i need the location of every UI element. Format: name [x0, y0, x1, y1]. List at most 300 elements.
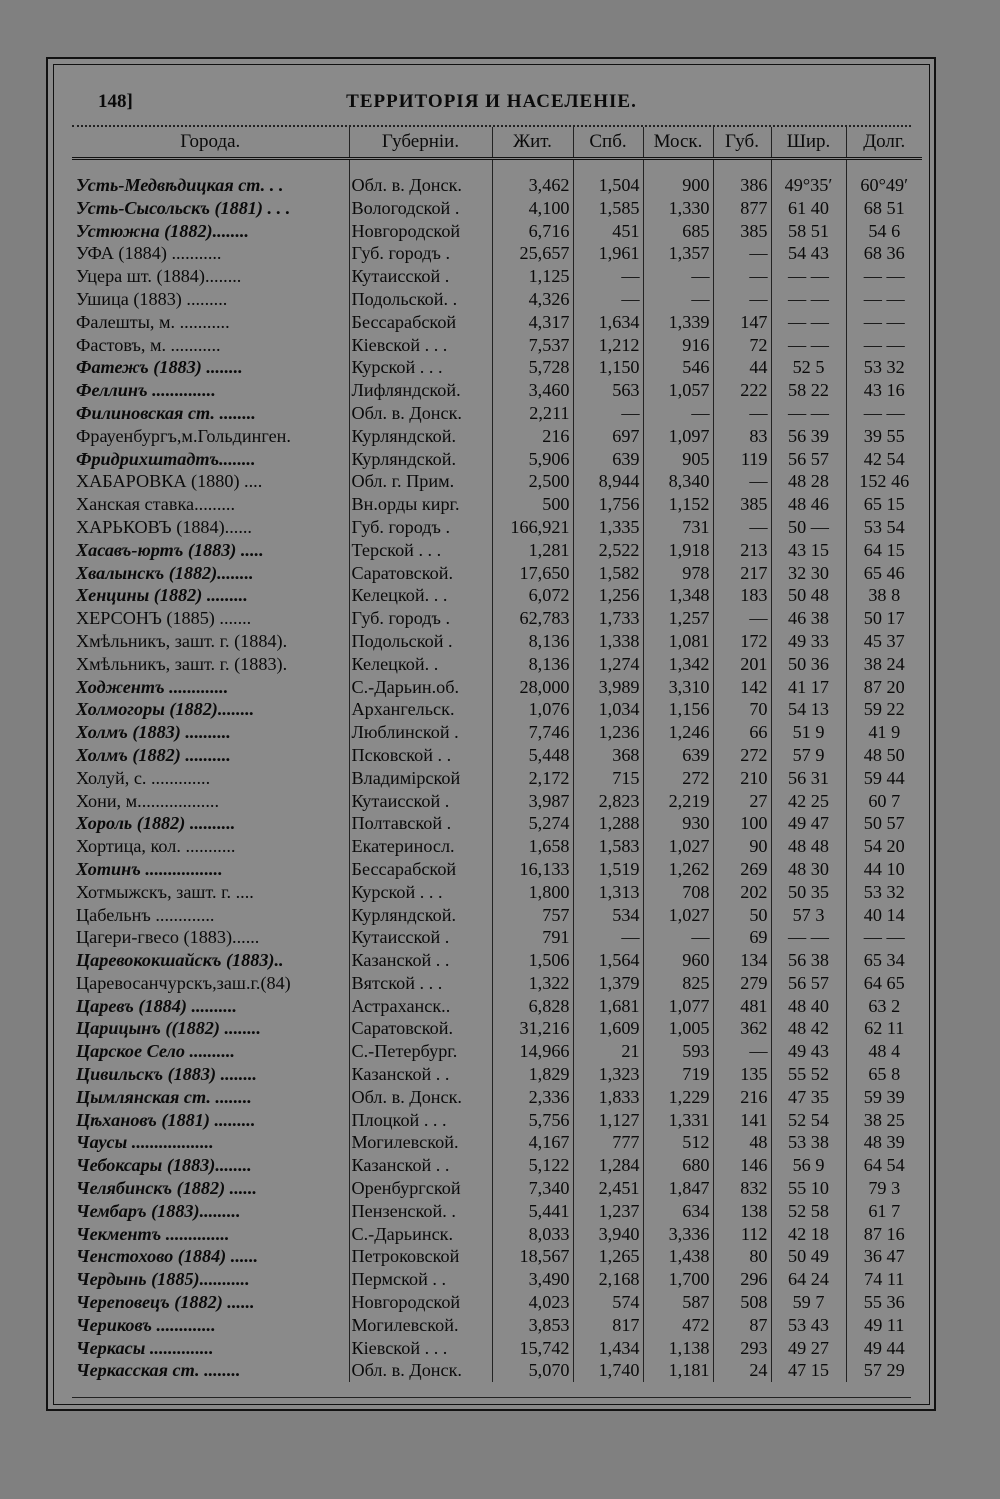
table-cell-city: Хмѣльникъ, зашт. г. (1884).: [76, 630, 288, 651]
table-cell-moscow: 1,339: [643, 311, 713, 334]
table-cell-spb: 1,237: [573, 1200, 643, 1223]
table-cell-spb: 1,582: [573, 562, 643, 585]
table-row: [72, 835, 922, 858]
table-cell-population: 5,448: [492, 744, 573, 767]
table-cell-moscow: 731: [643, 516, 713, 539]
table-row: [72, 1017, 922, 1040]
table-cell-latitude: — —: [771, 402, 846, 425]
table-cell-longitude: 87 20: [846, 676, 922, 699]
table-cell-gubernia: Обл. в. Донск.: [349, 159, 492, 197]
table-cell-moscow: 685: [643, 220, 713, 243]
table-cell-spb: 563: [573, 379, 643, 402]
table-cell-latitude: 54 13: [771, 698, 846, 721]
table-cell-population: 1,281: [492, 539, 573, 562]
table-cell-spb: 1,634: [573, 311, 643, 334]
table-cell-moscow: 639: [643, 744, 713, 767]
table-cell-gub: 269: [713, 858, 771, 881]
table-cell-moscow: 1,438: [643, 1245, 713, 1268]
table-cell-city: Устюжна (1882)........: [76, 220, 249, 241]
table-cell-city: Черкасская ст. ........: [76, 1360, 241, 1381]
table-cell-population: 1,658: [492, 835, 573, 858]
table-cell-moscow: 1,847: [643, 1177, 713, 1200]
table-cell-longitude: 53 32: [846, 881, 922, 904]
table-cell-city: Хмѣльникъ, зашт. г. (1883).: [76, 653, 288, 674]
table-cell-population: 3,460: [492, 379, 573, 402]
table-cell-gub: 138: [713, 1200, 771, 1223]
table-cell-gub: 135: [713, 1063, 771, 1086]
table-cell-longitude: 65 8: [846, 1063, 922, 1086]
table-cell-longitude: — —: [846, 311, 922, 334]
table-cell-latitude: 55 10: [771, 1177, 846, 1200]
table-cell-spb: 1,585: [573, 197, 643, 220]
table-cell-population: 4,100: [492, 197, 573, 220]
table-cell-moscow: 1,027: [643, 904, 713, 927]
table-cell-latitude: 42 18: [771, 1223, 846, 1246]
table-cell-gub: —: [713, 288, 771, 311]
table-cell-latitude: 52 5: [771, 356, 846, 379]
table-cell-longitude: 38 8: [846, 584, 922, 607]
table-cell-gub: 362: [713, 1017, 771, 1040]
table-cell-longitude: 42 54: [846, 448, 922, 471]
table-cell-gubernia: Келецкой. .: [349, 653, 492, 676]
table-cell-latitude: 49 33: [771, 630, 846, 653]
table-row: [72, 1063, 922, 1086]
table-cell-population: 5,756: [492, 1109, 573, 1132]
table-cell-longitude: 74 11: [846, 1268, 922, 1291]
table-cell-population: 3,462: [492, 159, 573, 197]
table-cell-longitude: 36 47: [846, 1245, 922, 1268]
table-cell-moscow: 1,156: [643, 698, 713, 721]
table-cell-population: 166,921: [492, 516, 573, 539]
table-cell-population: 8,136: [492, 630, 573, 653]
table-cell-gubernia: С.-Дарьин.об.: [349, 676, 492, 699]
table-cell-gub: —: [713, 402, 771, 425]
table-cell-spb: —: [573, 926, 643, 949]
table-cell-city: Фастовъ, м. ...........: [76, 334, 221, 355]
table-cell-gub: 24: [713, 1359, 771, 1382]
table-cell-spb: 8,944: [573, 470, 643, 493]
table-cell-city: Цагери-гвесо (1883)......: [76, 927, 260, 948]
table-cell-longitude: 41 9: [846, 721, 922, 744]
table-cell-gub: 222: [713, 379, 771, 402]
table-cell-longitude: — —: [846, 334, 922, 357]
table-cell-moscow: 1,152: [643, 493, 713, 516]
table-row: [72, 767, 922, 790]
table-cell-city: Хасавъ-юртъ (1883) .....: [76, 539, 264, 560]
table-cell-latitude: 46 38: [771, 607, 846, 630]
table-row: [72, 265, 922, 288]
table-cell-longitude: 55 36: [846, 1291, 922, 1314]
table-cell-spb: 2,522: [573, 539, 643, 562]
table-cell-longitude: 65 34: [846, 949, 922, 972]
table-cell-latitude: 49 43: [771, 1040, 846, 1063]
table-row: [72, 1223, 922, 1246]
table-cell-gub: 69: [713, 926, 771, 949]
table-cell-moscow: —: [643, 926, 713, 949]
table-cell-population: 6,828: [492, 995, 573, 1018]
col-header-population: Жит.: [492, 127, 573, 159]
table-cell-population: 4,326: [492, 288, 573, 311]
table-cell-gubernia: Вн.орды кирг.: [349, 493, 492, 516]
table-cell-city: Филиновская ст. ........: [76, 402, 256, 423]
table-row: [72, 584, 922, 607]
table-row: [72, 242, 922, 265]
table-cell-population: 791: [492, 926, 573, 949]
table-row: [72, 470, 922, 493]
table-cell-population: 4,023: [492, 1291, 573, 1314]
table-cell-moscow: 1,097: [643, 425, 713, 448]
table-cell-latitude: 56 39: [771, 425, 846, 448]
table-cell-spb: 3,989: [573, 676, 643, 699]
table-cell-longitude: 38 25: [846, 1109, 922, 1132]
table-cell-longitude: 64 15: [846, 539, 922, 562]
table-cell-moscow: 1,357: [643, 242, 713, 265]
population-table: [72, 127, 922, 1382]
table-cell-spb: 1,274: [573, 653, 643, 676]
table-row: [72, 926, 922, 949]
table-cell-longitude: 54 20: [846, 835, 922, 858]
table-cell-city: Холмъ (1883) ..........: [76, 722, 231, 743]
table-cell-gubernia: Кіевской . . .: [349, 1337, 492, 1360]
table-cell-latitude: 56 57: [771, 972, 846, 995]
table-cell-city: Фалешты, м. ...........: [76, 311, 230, 332]
table-cell-population: 5,122: [492, 1154, 573, 1177]
table-cell-longitude: — —: [846, 926, 922, 949]
table-cell-city: Цабельнъ .............: [76, 904, 215, 925]
table-cell-gub: 50: [713, 904, 771, 927]
table-cell-moscow: 546: [643, 356, 713, 379]
table-cell-latitude: 52 54: [771, 1109, 846, 1132]
table-cell-latitude: 42 25: [771, 790, 846, 813]
table-cell-gubernia: Курляндской.: [349, 448, 492, 471]
table-cell-longitude: 59 22: [846, 698, 922, 721]
table-cell-city: Чекментъ ..............: [76, 1223, 230, 1244]
bottom-rule: [72, 1397, 911, 1398]
table-cell-moscow: 1,077: [643, 995, 713, 1018]
table-cell-latitude: 54 43: [771, 242, 846, 265]
table-cell-gubernia: С.-Петербург.: [349, 1040, 492, 1063]
table-cell-city: Уцера шт. (1884)........: [76, 266, 242, 287]
table-cell-latitude: — —: [771, 311, 846, 334]
table-cell-spb: 1,733: [573, 607, 643, 630]
table-cell-latitude: 57 3: [771, 904, 846, 927]
table-cell-moscow: 1,342: [643, 653, 713, 676]
table-cell-latitude: 49°35′: [771, 159, 846, 197]
table-cell-city: Царицынъ ((1882) ........: [76, 1018, 261, 1039]
table-cell-city: Царевосанчурскъ,заш.г.(84): [76, 972, 291, 993]
table-cell-spb: 1,212: [573, 334, 643, 357]
table-row: [72, 721, 922, 744]
table-cell-moscow: 472: [643, 1314, 713, 1337]
table-cell-spb: 1,434: [573, 1337, 643, 1360]
table-cell-population: 216: [492, 425, 573, 448]
table-cell-gub: —: [713, 470, 771, 493]
table-cell-moscow: 1,181: [643, 1359, 713, 1382]
table-cell-latitude: 50 35: [771, 881, 846, 904]
table-cell-gubernia: Екатериносл.: [349, 835, 492, 858]
table-cell-gub: 293: [713, 1337, 771, 1360]
table-row: [72, 1268, 922, 1291]
col-header-spb: Спб.: [573, 127, 643, 159]
table-cell-gub: 279: [713, 972, 771, 995]
table-cell-latitude: 49 27: [771, 1337, 846, 1360]
table-cell-longitude: 87 16: [846, 1223, 922, 1246]
book-page: [46, 57, 936, 1411]
table-cell-gub: 66: [713, 721, 771, 744]
table-cell-gubernia: Губ. городъ .: [349, 516, 492, 539]
table-cell-spb: 1,564: [573, 949, 643, 972]
table-cell-spb: 1,609: [573, 1017, 643, 1040]
table-row: [72, 607, 922, 630]
table-cell-population: 1,800: [492, 881, 573, 904]
table-cell-population: 2,172: [492, 767, 573, 790]
table-row: [72, 1291, 922, 1314]
table-cell-population: 1,076: [492, 698, 573, 721]
table-cell-moscow: 916: [643, 334, 713, 357]
table-cell-gub: 216: [713, 1086, 771, 1109]
table-cell-moscow: 1,005: [643, 1017, 713, 1040]
table-cell-city: Череповецъ (1882) ......: [76, 1292, 255, 1313]
table-cell-population: 5,728: [492, 356, 573, 379]
table-cell-city: Цивильскъ (1883) ........: [76, 1064, 257, 1085]
table-cell-gub: 134: [713, 949, 771, 972]
table-cell-gub: 272: [713, 744, 771, 767]
table-header-row: [72, 127, 922, 159]
table-cell-gub: 119: [713, 448, 771, 471]
table-cell-city: Царевококшайскъ (1883)..: [76, 950, 284, 971]
table-cell-moscow: 960: [643, 949, 713, 972]
table-cell-gub: —: [713, 1040, 771, 1063]
table-cell-gubernia: Обл. в. Донск.: [349, 1359, 492, 1382]
table-cell-population: 28,000: [492, 676, 573, 699]
page-title: ТЕРРИТОРІЯ И НАСЕЛЕНІЕ.: [346, 91, 637, 112]
table-cell-population: 3,987: [492, 790, 573, 813]
table-cell-moscow: 1,027: [643, 835, 713, 858]
table-cell-gubernia: Кутаисской .: [349, 926, 492, 949]
table-cell-latitude: 48 28: [771, 470, 846, 493]
table-cell-spb: 451: [573, 220, 643, 243]
table-cell-spb: 1,756: [573, 493, 643, 516]
table-cell-longitude: 60°49′: [846, 159, 922, 197]
table-cell-spb: 2,451: [573, 1177, 643, 1200]
table-cell-spb: 1,323: [573, 1063, 643, 1086]
table-cell-latitude: — —: [771, 926, 846, 949]
table-cell-population: 8,136: [492, 653, 573, 676]
table-cell-moscow: 930: [643, 812, 713, 835]
table-cell-population: 2,211: [492, 402, 573, 425]
table-cell-spb: —: [573, 265, 643, 288]
table-cell-gub: 147: [713, 311, 771, 334]
table-cell-city: Чембаръ (1883).........: [76, 1200, 241, 1221]
table-cell-moscow: 2,219: [643, 790, 713, 813]
table-cell-moscow: 1,057: [643, 379, 713, 402]
table-cell-gub: 877: [713, 197, 771, 220]
table-cell-gubernia: Бессарабской: [349, 858, 492, 881]
table-cell-gub: 172: [713, 630, 771, 653]
table-cell-latitude: — —: [771, 265, 846, 288]
table-cell-moscow: 1,229: [643, 1086, 713, 1109]
table-cell-gubernia: Пензенской. .: [349, 1200, 492, 1223]
table-cell-gubernia: Оренбургской: [349, 1177, 492, 1200]
table-cell-longitude: 43 16: [846, 379, 922, 402]
table-cell-longitude: 65 46: [846, 562, 922, 585]
table-cell-population: 1,829: [492, 1063, 573, 1086]
table-cell-moscow: 708: [643, 881, 713, 904]
table-cell-population: 8,033: [492, 1223, 573, 1246]
table-cell-longitude: 79 3: [846, 1177, 922, 1200]
table-cell-moscow: —: [643, 402, 713, 425]
table-cell-latitude: 55 52: [771, 1063, 846, 1086]
table-cell-latitude: 50 49: [771, 1245, 846, 1268]
table-cell-longitude: 64 54: [846, 1154, 922, 1177]
table-cell-gubernia: Петроковской: [349, 1245, 492, 1268]
table-cell-population: 31,216: [492, 1017, 573, 1040]
table-cell-spb: 3,940: [573, 1223, 643, 1246]
table-cell-spb: 1,335: [573, 516, 643, 539]
page-frame: [53, 64, 930, 1405]
table-cell-latitude: 50 36: [771, 653, 846, 676]
table-cell-latitude: 49 47: [771, 812, 846, 835]
table-cell-longitude: 49 44: [846, 1337, 922, 1360]
table-cell-longitude: 62 11: [846, 1017, 922, 1040]
table-cell-longitude: 60 7: [846, 790, 922, 813]
table-cell-city: Чериковъ .............: [76, 1314, 216, 1335]
table-cell-longitude: 63 2: [846, 995, 922, 1018]
table-cell-latitude: 64 24: [771, 1268, 846, 1291]
table-cell-latitude: 47 35: [771, 1086, 846, 1109]
table-row: [72, 1086, 922, 1109]
table-cell-population: 2,336: [492, 1086, 573, 1109]
page-number: 148]: [98, 91, 133, 112]
table-cell-city: Хортица, кол. ...........: [76, 836, 236, 857]
table-cell-latitude: — —: [771, 334, 846, 357]
table-row: [72, 653, 922, 676]
table-cell-population: 3,853: [492, 1314, 573, 1337]
table-cell-gubernia: Вологодской .: [349, 197, 492, 220]
table-cell-population: 5,274: [492, 812, 573, 835]
table-row: [72, 334, 922, 357]
table-cell-city: Царевъ (1884) ..........: [76, 995, 237, 1016]
table-cell-longitude: 50 17: [846, 607, 922, 630]
table-row: [72, 698, 922, 721]
table-row: [72, 1359, 922, 1382]
table-cell-spb: 1,236: [573, 721, 643, 744]
table-cell-city: Ченстохово (1884) ......: [76, 1246, 259, 1267]
table-cell-city: Ханская ставка.........: [76, 494, 236, 515]
table-cell-city: Усть-Медвѣдицкая ст. . .: [76, 175, 284, 195]
col-header-latitude: Шир.: [771, 127, 846, 159]
table-cell-gubernia: Владимірской: [349, 767, 492, 790]
table-cell-latitude: 51 9: [771, 721, 846, 744]
table-cell-gub: 70: [713, 698, 771, 721]
table-cell-spb: —: [573, 402, 643, 425]
table-cell-population: 6,072: [492, 584, 573, 607]
table-row: [72, 220, 922, 243]
table-cell-population: 1,506: [492, 949, 573, 972]
table-cell-latitude: 56 38: [771, 949, 846, 972]
table-cell-longitude: 50 57: [846, 812, 922, 835]
table-cell-spb: 715: [573, 767, 643, 790]
table-cell-moscow: 905: [643, 448, 713, 471]
table-cell-latitude: 41 17: [771, 676, 846, 699]
table-cell-latitude: 50 —: [771, 516, 846, 539]
table-cell-population: 2,500: [492, 470, 573, 493]
table-cell-population: 5,070: [492, 1359, 573, 1382]
table-cell-spb: —: [573, 288, 643, 311]
table-cell-gub: 210: [713, 767, 771, 790]
table-cell-gubernia: Кутаисской .: [349, 790, 492, 813]
table-cell-gubernia: Курской . . .: [349, 356, 492, 379]
table-cell-latitude: 53 43: [771, 1314, 846, 1337]
table-cell-gubernia: С.-Дарьинск.: [349, 1223, 492, 1246]
table-row: [72, 949, 922, 972]
table-cell-spb: 1,265: [573, 1245, 643, 1268]
table-cell-city: Фрауенбургъ,м.Гольдинген.: [76, 425, 291, 446]
table-cell-moscow: 1,262: [643, 858, 713, 881]
table-cell-moscow: 634: [643, 1200, 713, 1223]
table-cell-population: 16,133: [492, 858, 573, 881]
table-cell-city: Цѣхановъ (1881) .........: [76, 1109, 256, 1130]
table-cell-spb: 817: [573, 1314, 643, 1337]
table-row: [72, 516, 922, 539]
table-cell-gub: 202: [713, 881, 771, 904]
table-cell-latitude: 48 46: [771, 493, 846, 516]
table-cell-moscow: 978: [643, 562, 713, 585]
table-cell-spb: 574: [573, 1291, 643, 1314]
table-cell-gubernia: Могилевской.: [349, 1314, 492, 1337]
table-cell-gubernia: Кіевской . . .: [349, 334, 492, 357]
table-cell-gubernia: Губ. городъ .: [349, 607, 492, 630]
table-cell-city: Чебоксары (1883)........: [76, 1155, 252, 1176]
table-cell-spb: 1,127: [573, 1109, 643, 1132]
table-cell-gub: 83: [713, 425, 771, 448]
table-cell-population: 5,906: [492, 448, 573, 471]
table-cell-spb: 1,338: [573, 630, 643, 653]
table-cell-spb: 1,313: [573, 881, 643, 904]
table-cell-longitude: 38 24: [846, 653, 922, 676]
table-cell-gubernia: Новгородской: [349, 220, 492, 243]
table-cell-city: Усть-Сысольскъ (1881) . . .: [76, 197, 291, 218]
table-cell-moscow: —: [643, 265, 713, 288]
table-cell-gubernia: Казанской . .: [349, 949, 492, 972]
table-cell-moscow: 1,246: [643, 721, 713, 744]
table-cell-gubernia: Полтавской .: [349, 812, 492, 835]
table-cell-moscow: 1,081: [643, 630, 713, 653]
table-cell-city: Хвалынскъ (1882)........: [76, 562, 254, 583]
table-cell-population: 1,322: [492, 972, 573, 995]
table-cell-city: Царское Село ..........: [76, 1041, 235, 1062]
table-cell-gub: 87: [713, 1314, 771, 1337]
table-cell-moscow: 1,348: [643, 584, 713, 607]
table-row: [72, 356, 922, 379]
table-row: [72, 1131, 922, 1154]
table-cell-city: Холмогоры (1882)........: [76, 699, 255, 720]
table-cell-longitude: 64 65: [846, 972, 922, 995]
table-cell-gubernia: Саратовской.: [349, 1017, 492, 1040]
table-cell-gub: 217: [713, 562, 771, 585]
table-cell-spb: 1,150: [573, 356, 643, 379]
table-cell-gubernia: Могилевской.: [349, 1131, 492, 1154]
table-cell-longitude: — —: [846, 265, 922, 288]
table-cell-spb: 697: [573, 425, 643, 448]
table-cell-gubernia: Обл. в. Донск.: [349, 1086, 492, 1109]
table-cell-moscow: 1,138: [643, 1337, 713, 1360]
table-cell-city: Хенцины (1882) .........: [76, 585, 248, 606]
table-cell-gubernia: Новгородской: [349, 1291, 492, 1314]
table-cell-gubernia: Плоцкой . . .: [349, 1109, 492, 1132]
table-cell-gubernia: Казанской . .: [349, 1063, 492, 1086]
table-cell-gubernia: Терской . . .: [349, 539, 492, 562]
